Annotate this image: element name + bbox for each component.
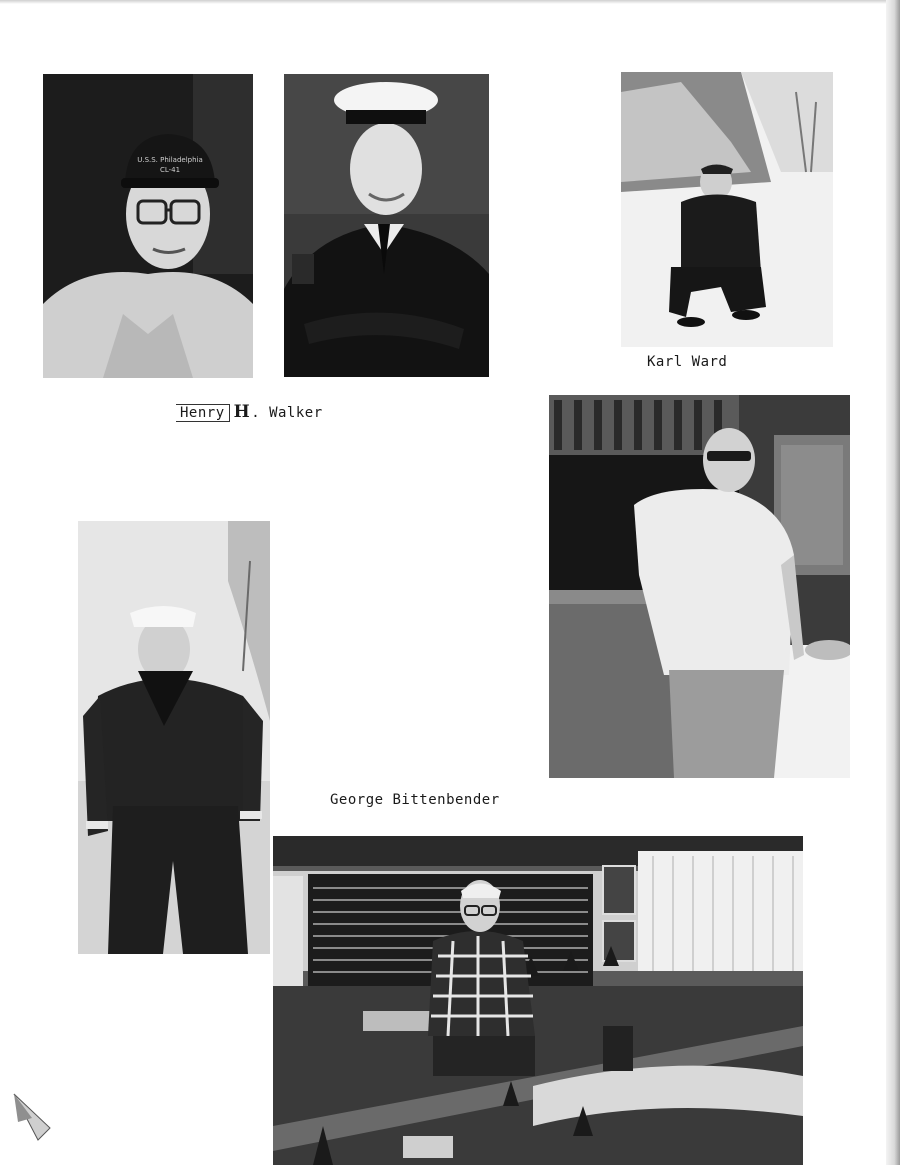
- cap-text-line2: CL-41: [159, 166, 181, 174]
- photo-karl-ward: [621, 72, 833, 347]
- page-binding-edge: [886, 0, 900, 1165]
- caption-henry-walker: [176, 402, 323, 422]
- page-top-edge: [0, 0, 900, 4]
- caption-karl-ward: Karl Ward: [647, 354, 728, 370]
- photo-henry-walker-older: [43, 74, 253, 378]
- caption-henry-walker-boxed: Henry: [176, 404, 230, 422]
- photo-george-bittenbender-older: [549, 395, 850, 778]
- caption-george-bittenbender: George Bittenbender: [330, 792, 500, 808]
- photo-george-bittenbender-young: [78, 521, 270, 954]
- photo-henry-walker-young: [284, 74, 489, 377]
- photo-model-railroad: [273, 836, 803, 1165]
- caption-henry-walker-initial: H: [233, 402, 251, 422]
- cap-text-line1: U.S.S. Philadelphia: [137, 156, 203, 164]
- caption-henry-walker-rest: . Walker: [251, 405, 323, 421]
- folded-corner-icon: [10, 1088, 70, 1148]
